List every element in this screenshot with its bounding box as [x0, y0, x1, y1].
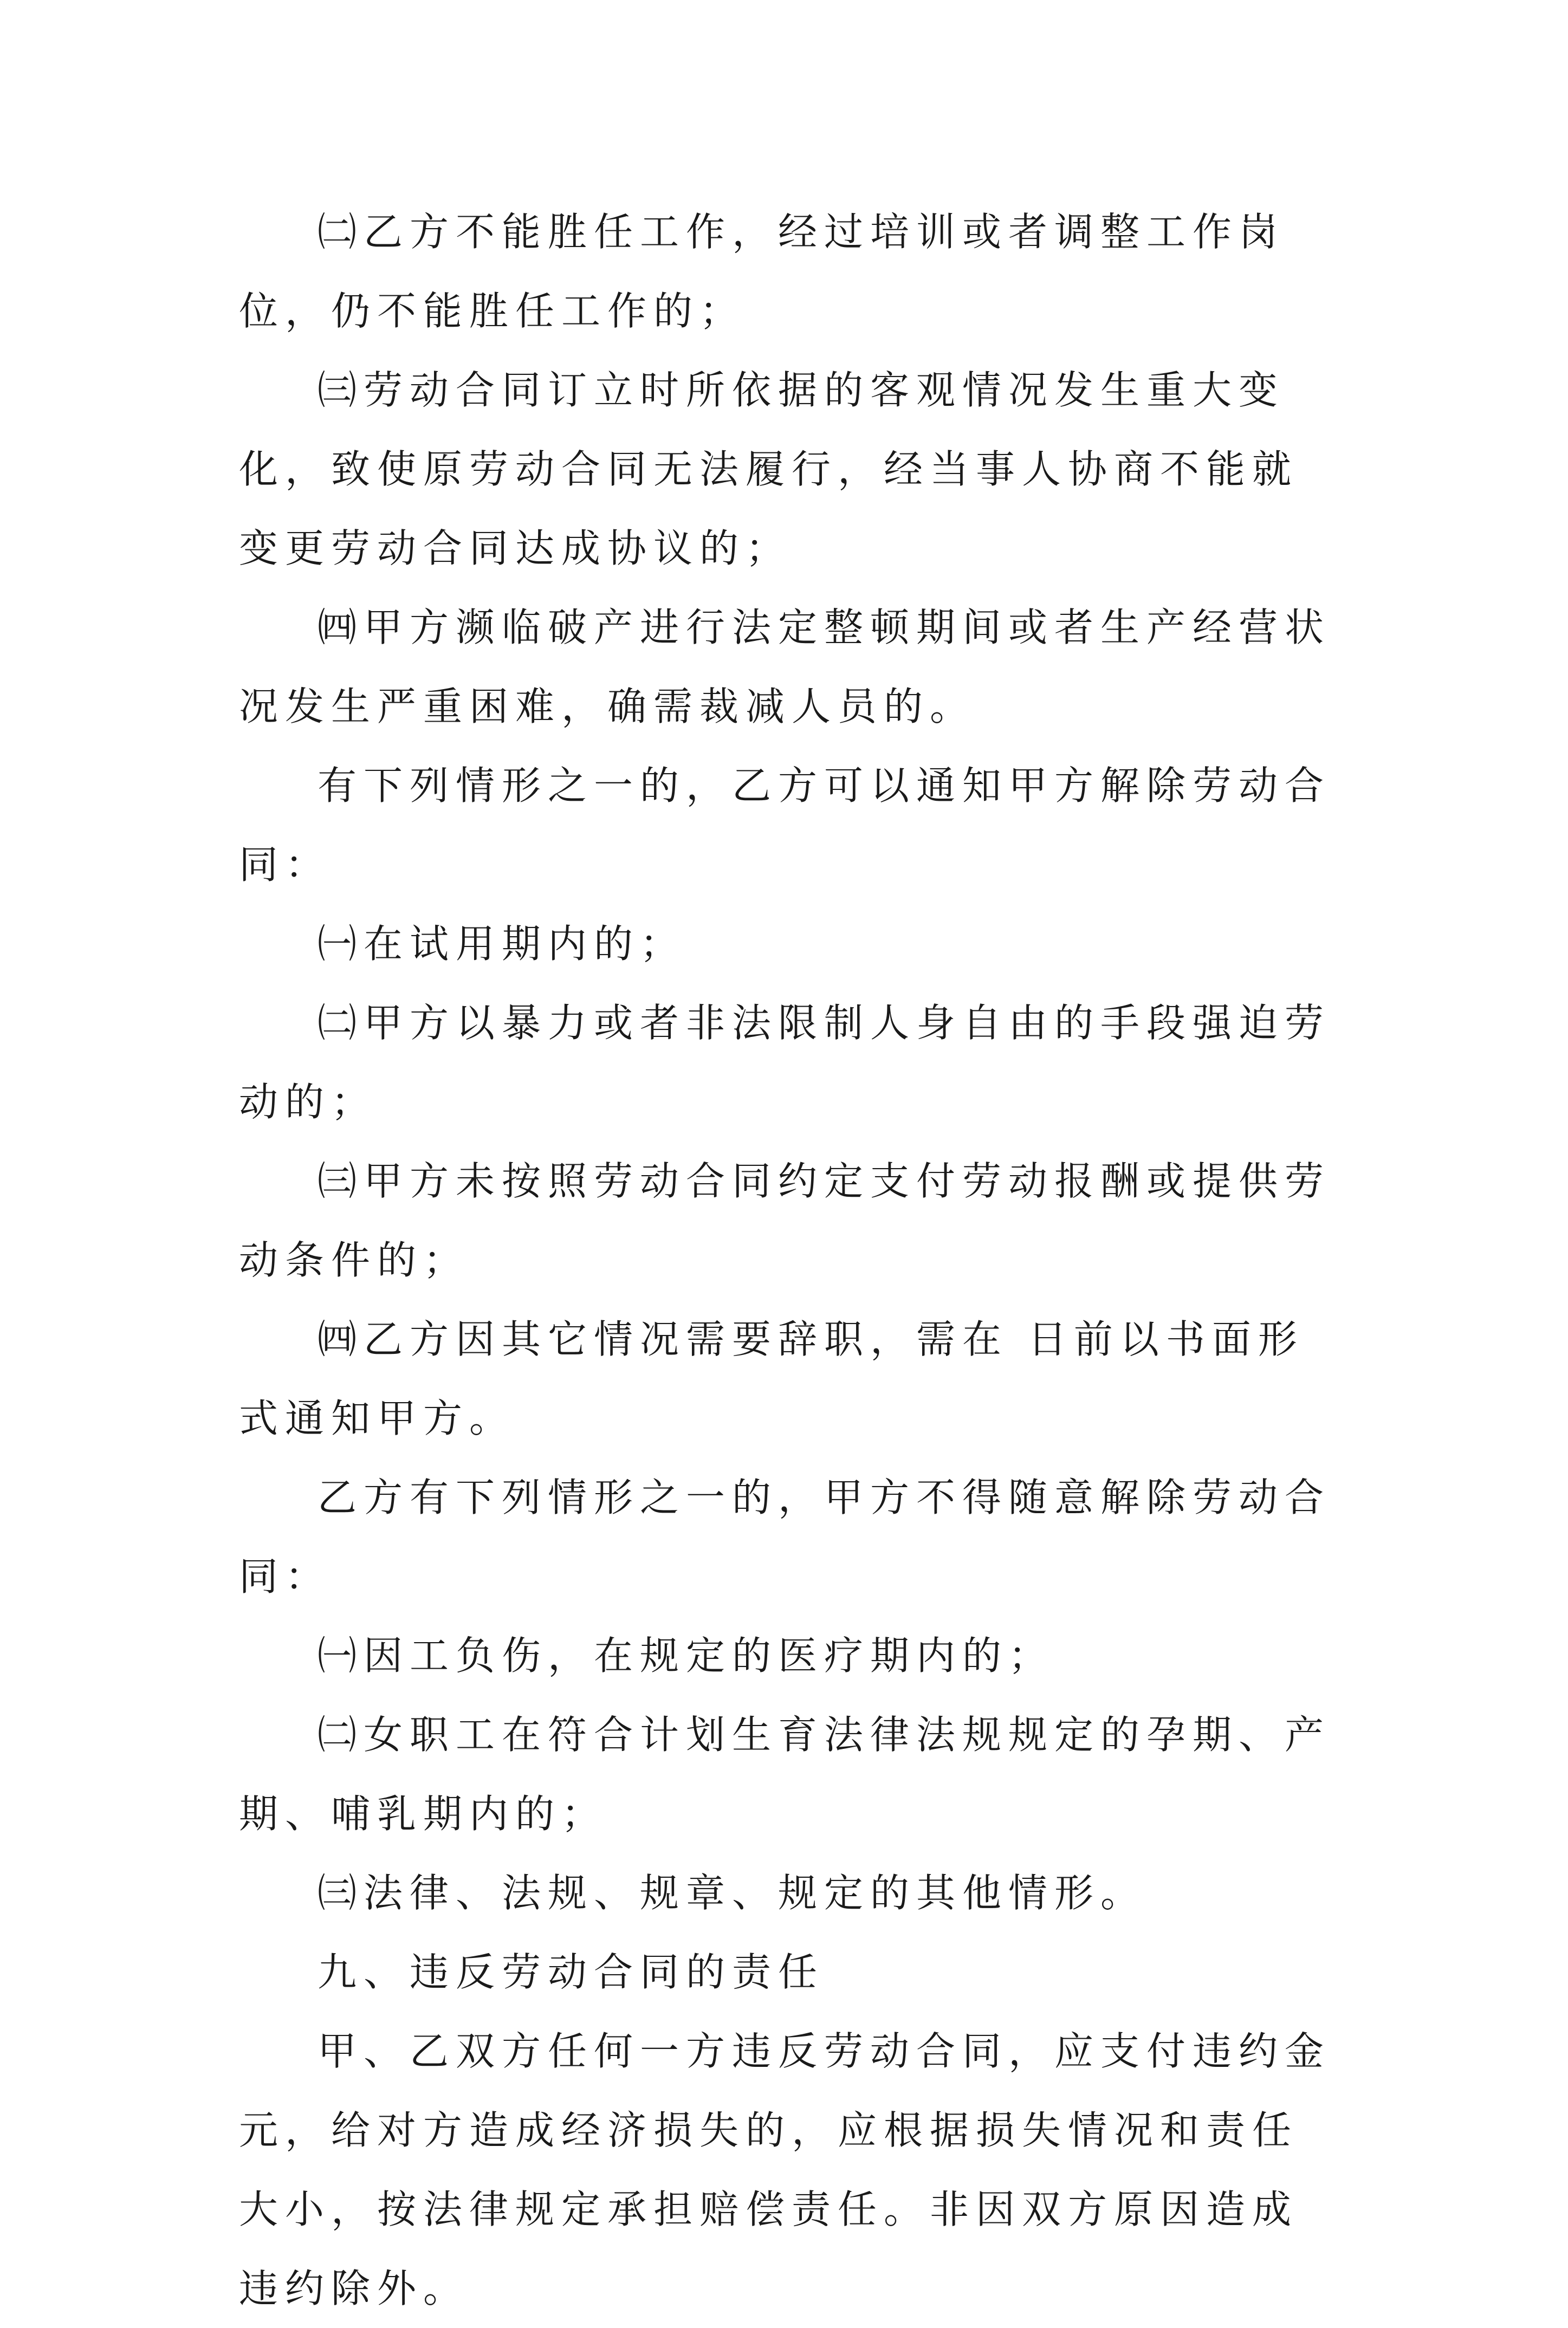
employee-clause-item-2: ㈡甲方以暴力或者非法限制人身自由的手段强迫劳动的； [239, 1000, 1331, 1125]
employee-clause-item-1: ㈠在试用期内的； [318, 921, 686, 967]
protected-item-1: ㈠因工负伤，在规定的医疗期内的； [318, 1633, 1055, 1678]
document-body [239, 192, 1339, 2328]
section-heading-breach-liability: 九、违反劳动合同的责任 [318, 1949, 825, 1995]
clause-item-4-bankruptcy: ㈣甲方濒临破产进行法定整顿期间或者生产经营状况发生严重困难，确需裁减人员的。 [239, 605, 1331, 729]
employee-clause-item-4: ㈣乙方因其它情况需要辞职，需在 日前以书面形式通知甲方。 [239, 1317, 1304, 1441]
protected-item-2: ㈡女职工在符合计划生育法律法规规定的孕期、产期、哺乳期内的； [239, 1712, 1331, 1837]
protected-item-3: ㈢法律、法规、规章、规定的其他情形。 [318, 1870, 1147, 1916]
clause-item-2-incompetence: ㈡乙方不能胜任工作，经过培训或者调整工作岗位，仍不能胜任工作的； [239, 209, 1285, 334]
employee-termination-intro: 有下列情形之一的，乙方可以通知甲方解除劳动合同： [239, 763, 1331, 887]
employee-clause-item-3: ㈢甲方未按照劳动合同约定支付劳动报酬或提供劳动条件的； [239, 1158, 1331, 1283]
breach-liability-text: 甲、乙双方任何一方违反劳动合同，应支付违约金 元，给对方造成经济损失的，应根据损失情况和责任大小，按法律规定承担赔偿责任。非因双方原因造成违约除外。 [239, 2028, 1331, 2311]
protected-cases-intro: 乙方有下列情形之一的，甲方不得随意解除劳动合同： [239, 1475, 1331, 1599]
clause-item-3-circumstance-change: ㈢劳动合同订立时所依据的客观情况发生重大变化，致使原劳动合同无法履行，经当事人协商不能就变更劳动合同达成协议的； [239, 367, 1299, 571]
